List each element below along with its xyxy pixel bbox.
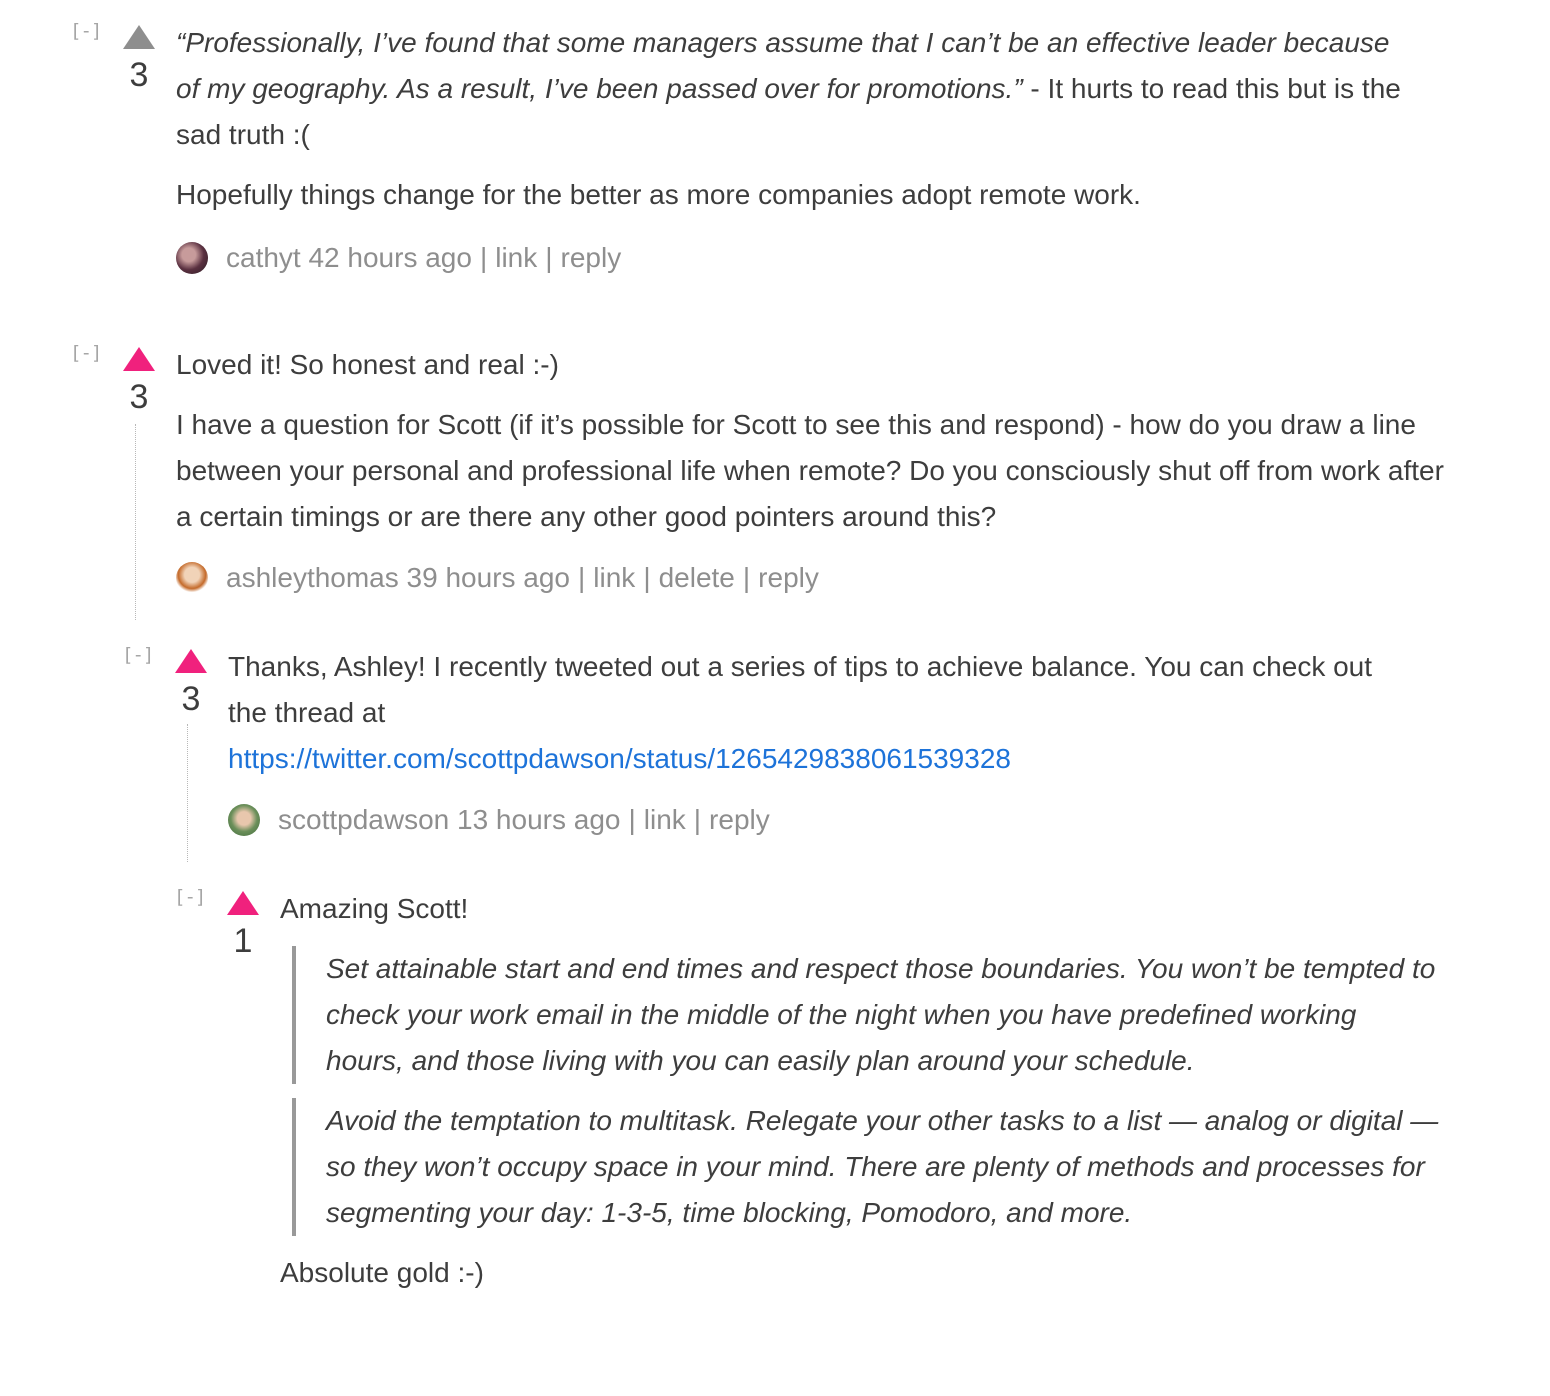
comment-meta (228, 800, 1388, 840)
thread-line (135, 424, 136, 620)
avatar[interactable] (176, 242, 208, 274)
comment-paragraph: Absolute gold :-) (280, 1257, 484, 1288)
score: 1 (233, 922, 253, 960)
comment-body (280, 886, 1440, 1310)
upvote-arrow-icon[interactable] (123, 347, 155, 371)
comment-paragraph: Hopefully things change for the better as more companies adopt remote work. (176, 179, 1141, 210)
comment-body (228, 644, 1388, 840)
meta-separator: | (479, 242, 488, 273)
blockquote: Avoid the temptation to multitask. Relegate your other tasks to a list — analog or digital — so they won’t occupy space in your mind. There are plenty of methods and processes for segmenting your day: 1-3-5, time blocking, Pomodoro, and more. (292, 1098, 1440, 1236)
collapse-toggle[interactable]: [-] (122, 644, 154, 666)
permalink[interactable]: link (643, 804, 686, 835)
comment-paragraph (228, 644, 1388, 782)
comment-body (176, 20, 1416, 278)
author-link[interactable]: ashleythomas (226, 562, 399, 593)
timestamp: 13 hours ago (457, 804, 621, 835)
meta-separator: | (545, 242, 553, 273)
avatar[interactable] (176, 562, 208, 594)
comment-body (176, 342, 1446, 598)
thread-line (187, 724, 188, 862)
upvote-arrow-icon[interactable] (175, 649, 207, 673)
avatar[interactable] (228, 804, 260, 836)
score: 3 (181, 680, 201, 718)
blockquote: Set attainable start and end times and respect those boundaries. You won’t be tempted to check your work email in the middle of the night when you have predefined working hours, and those living with you can easily plan around your schedule. (292, 946, 1440, 1084)
author-link[interactable]: cathyt (226, 242, 301, 273)
author-link[interactable]: scottpdawson (278, 804, 450, 835)
comment-paragraph: I have a question for Scott (if it’s possible for Scott to see this and respond) - how do you draw a line between your personal and professional life when remote? Do you consciously shut off from work after a certain timings or are there any other good pointers around this? (176, 409, 1444, 532)
timestamp: 42 hours ago (308, 242, 472, 273)
meta-separator: | (578, 562, 586, 593)
meta-separator: | (643, 562, 651, 593)
collapse-toggle[interactable]: [-] (70, 342, 102, 364)
quote-text: “Professionally, I’ve found that some managers assume that I can’t be an effective leader because of my geography. As a result, I’ve been passed over for promotions.” (176, 27, 1390, 104)
comment-meta (176, 238, 1416, 278)
comment-paragraph: Amazing Scott! (280, 893, 469, 924)
meta-separator: | (628, 804, 636, 835)
permalink[interactable]: link (495, 242, 538, 273)
meta-separator: | (742, 562, 751, 593)
reply-link[interactable]: reply (758, 562, 819, 593)
collapse-toggle[interactable]: [-] (174, 886, 206, 908)
tweet-link[interactable]: https://twitter.com/scottpdawson/status/1265429838061539328 (228, 743, 1011, 774)
upvote-arrow-icon[interactable] (227, 891, 259, 915)
comment-text (176, 20, 1416, 158)
score: 3 (129, 378, 149, 416)
score: 3 (129, 56, 149, 94)
reply-link[interactable]: reply (709, 804, 770, 835)
timestamp: 39 hours ago (406, 562, 571, 593)
comment-text: Thanks, Ashley! I recently tweeted out a series of tips to achieve balance. You can check out the thread at (228, 651, 1373, 728)
comment-paragraph: Loved it! So honest and real :-) (176, 349, 559, 380)
upvote-arrow-icon[interactable] (123, 25, 155, 49)
reply-link[interactable]: reply (560, 242, 622, 273)
delete-link[interactable]: delete (658, 562, 735, 593)
meta-separator: | (693, 804, 702, 835)
comment-text-rest: - It hurts to read this but is the sad truth :( (176, 73, 1401, 150)
collapse-toggle[interactable]: [-] (70, 20, 102, 42)
permalink[interactable]: link (593, 562, 636, 593)
comment-meta (176, 558, 1446, 598)
